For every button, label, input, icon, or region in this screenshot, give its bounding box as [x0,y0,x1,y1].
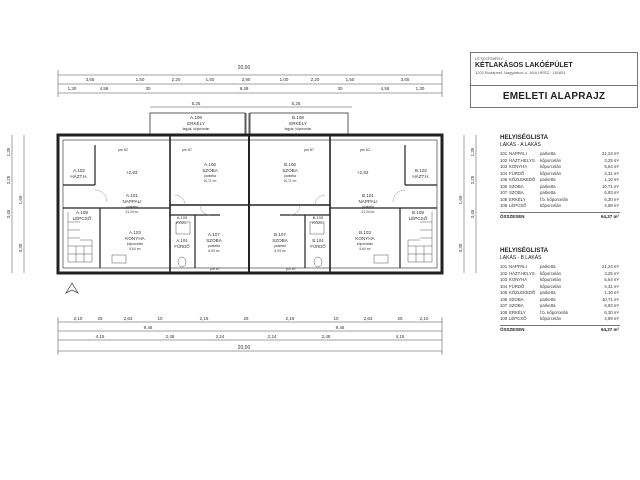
dim-label: 1,35 [470,147,475,157]
room-area: 4,89 m² [604,316,619,321]
room-number: 101 [500,151,508,156]
dim-label: 25 [243,316,249,321]
room-code: B.105 [312,215,324,220]
room-number: 107 [500,303,508,308]
room-name: KÖZLEKEDŐ [509,177,536,182]
room-floor: kőporcelán [540,164,562,169]
dim-label: 30 [145,86,151,91]
room-area: 6,93 m² [604,190,619,195]
room-list-title: HELYISÉGLISTA [500,134,549,141]
dim-label: 3,45 [6,209,11,219]
room-b109-label [409,210,428,221]
room-name: NAPPALI [122,199,142,204]
total-area: 64,37 m² [600,213,619,219]
room-code: A.108 [189,115,203,120]
room-floor: fagyál. kőporcelán [284,127,312,131]
room-name: SZOBA [509,296,524,302]
room-area: 6,93 m² [208,249,220,253]
room-b103-label [355,230,375,251]
room-a105-label [176,215,188,225]
room-list-b [500,247,620,332]
room-area: 5,64 m² [604,277,619,282]
room-b101-label [358,193,377,214]
room-name: ERKÉLY [509,196,526,202]
dim-label: 2,19 [285,316,295,321]
dim-label: 9,48 [143,325,153,330]
room-name: LÉPCSŐ [408,216,428,221]
room-floor: parketta [126,205,138,209]
room-name: ERKÉLY [509,309,526,315]
total-area: 64,37 m² [600,326,619,332]
room-number: 105 [500,290,508,295]
room-number: 106 [500,296,508,302]
room-b102-label [412,168,429,179]
room-floor: kőporcelán [540,277,562,282]
dim-label: 1,50 [135,77,145,82]
dim-label: 2,24 [215,334,225,339]
dim-label: 3,30 [18,243,23,253]
dim-label: 1,50 [345,77,355,82]
room-a102-label [70,168,87,179]
dim-label: 1,35 [6,147,11,157]
room-floor: kőporcelán [356,242,374,246]
dim-label: 4,15 [95,334,105,339]
room-number: 107 [500,190,508,195]
room-name: ERKÉLY [289,121,307,126]
room-area: 1,10 m² [604,177,619,182]
room-floor: kőporcelán [540,316,562,321]
wall-mark: pm 87 [304,148,314,152]
room-name: HÁZT.HELYS. [509,270,536,276]
dim-label: 2,19 [199,316,209,321]
dim-label: 3,65 [85,77,95,82]
room-name: SZOBA [509,190,524,195]
room-floor: kőporcelán [540,203,562,208]
room-floor: parketta [362,205,374,209]
room-name: KONYHA [509,277,528,282]
room-floor: f.b. kőporcelán [540,309,569,315]
room-area: 4,31 m² [604,283,619,289]
room-number: 109 [500,316,508,321]
room-name: NAPPALI [509,264,527,269]
dim-label: 5,25 [191,101,201,106]
building-walls [58,135,442,273]
wall-marks [118,148,370,271]
dim-label: 10 [157,316,163,321]
room-name: LÉPCSŐ [509,203,527,208]
room-name: SZOBA [509,183,524,189]
dim-label: 3,30 [458,243,463,253]
wall-mark: pm 87 [210,267,220,271]
room-a101-label [122,193,141,214]
room-name: KÖZL. [312,220,324,225]
room-number: 101 [500,264,508,269]
room-name: SZOBA [206,238,222,243]
dims-top-row3 [192,101,301,106]
room-floor: parketta [540,303,556,308]
room-area: 21,24 m² [125,210,139,214]
room-name: HÁZT.HELYS. [509,157,536,163]
room-name: LÉPCSŐ [509,316,527,321]
room-name: HÁZT.H. [70,174,88,179]
room-name: SZOBA [202,168,218,173]
dims-bottom-row2 [144,325,345,330]
room-code: B.108 [291,115,305,120]
dim-label: 25 [397,316,403,321]
room-name: LÉPCSŐ [72,216,92,221]
project-label: LÉTESÍTMÉNY: [475,56,504,61]
room-list-total [500,325,620,332]
wall-mark: pm 87 [182,148,192,152]
dims-top-row1 [86,77,410,82]
room-list-title: HELYISÉGLISTA [500,247,549,254]
room-list-subtitle: LAKÁS - A LAKÁS [500,142,541,148]
room-name: NAPPALI [509,151,527,156]
room-b106-label [282,162,299,183]
room-name: FÜRDŐ [174,244,190,249]
dims-top-row2 [68,86,425,91]
dim-label: 1,30 [415,86,425,91]
room-floor: parketta [284,174,296,178]
room-name: FÜRDŐ [310,244,326,249]
dim-label: 3,65 [400,77,410,82]
room-list-row [500,316,620,323]
room-a104-label [174,238,190,249]
room-name: FÜRDŐ [509,283,525,289]
room-code: A.109 [75,210,89,215]
room-name: KONYHA [509,164,528,169]
room-floor: parketta [540,296,556,302]
room-area: 5,64 m² [359,247,371,251]
dim-label: 2,48 [321,334,331,339]
room-area: 3,25 m² [604,157,619,163]
dim-label: 2,25 [470,175,475,185]
wall-mark: pm 62 [360,148,370,152]
room-area: 4,89 m² [604,203,619,208]
dim-label: 1,30 [67,86,77,91]
room-area: 21,24 m² [602,151,619,156]
dims-bottom-row1 [74,316,429,321]
room-list-rows [500,264,620,323]
room-floor: kőporcelán [126,242,144,246]
room-code: A.101 [125,193,139,198]
room-code: B.102 [414,168,428,173]
room-area: 21,24 m² [361,210,375,214]
dim-label: 2,25 [6,175,11,185]
dim-top-total: 20,00 [237,65,251,71]
room-name: KÖZLEKEDŐ [509,290,536,295]
room-number: 106 [500,183,508,189]
room-floor: parketta [274,244,286,248]
room-a106-label [202,162,219,183]
side-dimension-lines [12,135,476,273]
dim-label: 2,63 [123,316,133,321]
level-mark: +2,93 [126,170,138,175]
room-code: A.102 [72,168,86,173]
room-number: 102 [500,157,508,163]
room-code: B.107 [273,232,287,237]
room-code: B.103 [358,230,372,235]
dim-label: 5,25 [291,101,301,106]
room-name: SZOBA [272,238,288,243]
sheet-title-box [470,86,638,108]
dim-label: 2,10 [73,316,83,321]
wall-mark: pm 62 [118,148,128,152]
dim-label: 3,45 [470,209,475,219]
room-area: 4,31 m² [604,170,619,176]
room-area: 10,71 m² [602,183,619,189]
dim-label: 2,48 [165,334,175,339]
dim-label: 30 [337,86,343,91]
room-number: 104 [500,283,508,289]
project-address: 1202 Budapest, Nagyarboc u. 18/A HRSZ.: 181651 [475,70,566,75]
room-area: 10,71 m² [602,296,619,302]
room-area: 6,30 m² [604,196,619,202]
dim-label: 1,50 [205,77,215,82]
room-number: 102 [500,270,508,276]
room-floor: kőporcelán [540,283,562,289]
room-floor: parketta [208,244,220,248]
room-code: B.106 [283,162,297,167]
room-name: KÖZL. [176,220,188,225]
dim-label: 25 [97,316,103,321]
room-number: 103 [500,164,508,169]
title-block [470,52,638,86]
dim-label: 2,20 [310,77,320,82]
north-arrow-icon [66,283,78,293]
level-marks [126,170,369,175]
room-area: 6,93 m² [274,249,286,253]
total-label: ÖSSZESEN [500,213,525,219]
room-a107-label [206,232,223,253]
room-code: A.107 [207,232,221,237]
room-code: A.105 [176,215,188,220]
room-a108-label [183,115,210,131]
total-label: ÖSSZESEN [500,326,525,332]
balconies [150,113,348,135]
dims-left [6,147,23,252]
dim-label: 1,60 [18,195,23,205]
room-floor: parketta [540,190,556,195]
room-code: B.109 [411,210,425,215]
room-area: 1,10 m² [604,290,619,295]
level-mark: +2,93 [357,170,369,175]
dim-label: 4,15 [395,334,405,339]
room-number: 109 [500,203,508,208]
room-list-total [500,212,620,219]
info-panel [470,52,638,477]
dim-label: 1,60 [458,195,463,205]
room-code: A.103 [128,230,142,235]
room-area: 6,30 m² [604,309,619,315]
dim-label: 2,63 [363,316,373,321]
room-code: A.106 [203,162,217,167]
room-area: 10,71 m² [283,179,297,183]
room-name: KONYHA [125,236,145,241]
room-list-subtitle: LAKÁS - B LAKÁS [500,255,542,261]
dim-bottom-total: 20,00 [237,345,251,351]
room-number: 105 [500,177,508,182]
room-b105-label [312,215,324,225]
room-floor: f.b. kőporcelán [540,196,569,202]
room-floor: kőporcelán [540,157,562,163]
room-a103-label [125,230,145,251]
room-floor: fagyál. kőporcelán [182,127,210,131]
dim-label: 2,90 [241,77,251,82]
room-b107-label [272,232,289,253]
room-floor: kőporcelán [540,270,562,276]
room-code: B.101 [361,193,375,198]
room-number: 108 [500,309,508,315]
room-area: 10,71 m² [203,179,217,183]
room-floor: parketta [540,183,556,189]
room-number: 108 [500,196,508,202]
room-list-rows [500,151,620,210]
room-area: 5,64 m² [604,164,619,169]
room-code: B.104 [312,238,324,243]
room-area: 21,24 m² [602,264,619,269]
room-name: ERKÉLY [187,121,205,126]
room-floor: parketta [540,290,556,295]
room-a109-label [73,210,92,221]
dim-label: 2,24 [267,334,277,339]
dim-label: 10 [333,316,339,321]
room-area: 5,64 m² [129,247,141,251]
room-name: NAPPALI [358,199,378,204]
dim-label: 2,20 [171,77,181,82]
room-number: 104 [500,170,508,176]
room-name: SZOBA [282,168,298,173]
dim-label: 2,10 [419,316,429,321]
room-name: FÜRDŐ [509,170,525,176]
room-floor: kőporcelán [540,170,562,176]
dim-label: 4,58 [380,86,390,91]
room-b108-label [285,115,312,131]
dim-label: 9,48 [335,325,345,330]
project-name: KÉTLAKÁSOS LAKÓÉPÜLET [475,62,573,69]
room-b104-label [310,238,326,249]
room-floor: parketta [540,177,556,182]
room-area: 3,25 m² [604,270,619,276]
room-code: A.104 [176,238,188,243]
dim-label: 4,58 [99,86,109,91]
room-area: 6,93 m² [604,303,619,308]
room-name: SZOBA [509,303,524,308]
dims-bottom-row3 [96,334,405,339]
room-floor: parketta [540,151,556,156]
room-number: 103 [500,277,508,282]
wall-mark: pm 87 [286,267,296,271]
room-name: KONYHA [355,236,375,241]
room-floor: parketta [540,264,556,269]
dim-label: 9,48 [239,86,249,91]
room-name: HÁZT.H. [412,174,430,179]
sheet-title: EMELETI ALAPRAJZ [502,91,606,102]
dim-label: 1,00 [279,77,289,82]
room-floor: parketta [204,174,216,178]
room-list-row [500,203,620,210]
room-list-a [500,134,620,219]
